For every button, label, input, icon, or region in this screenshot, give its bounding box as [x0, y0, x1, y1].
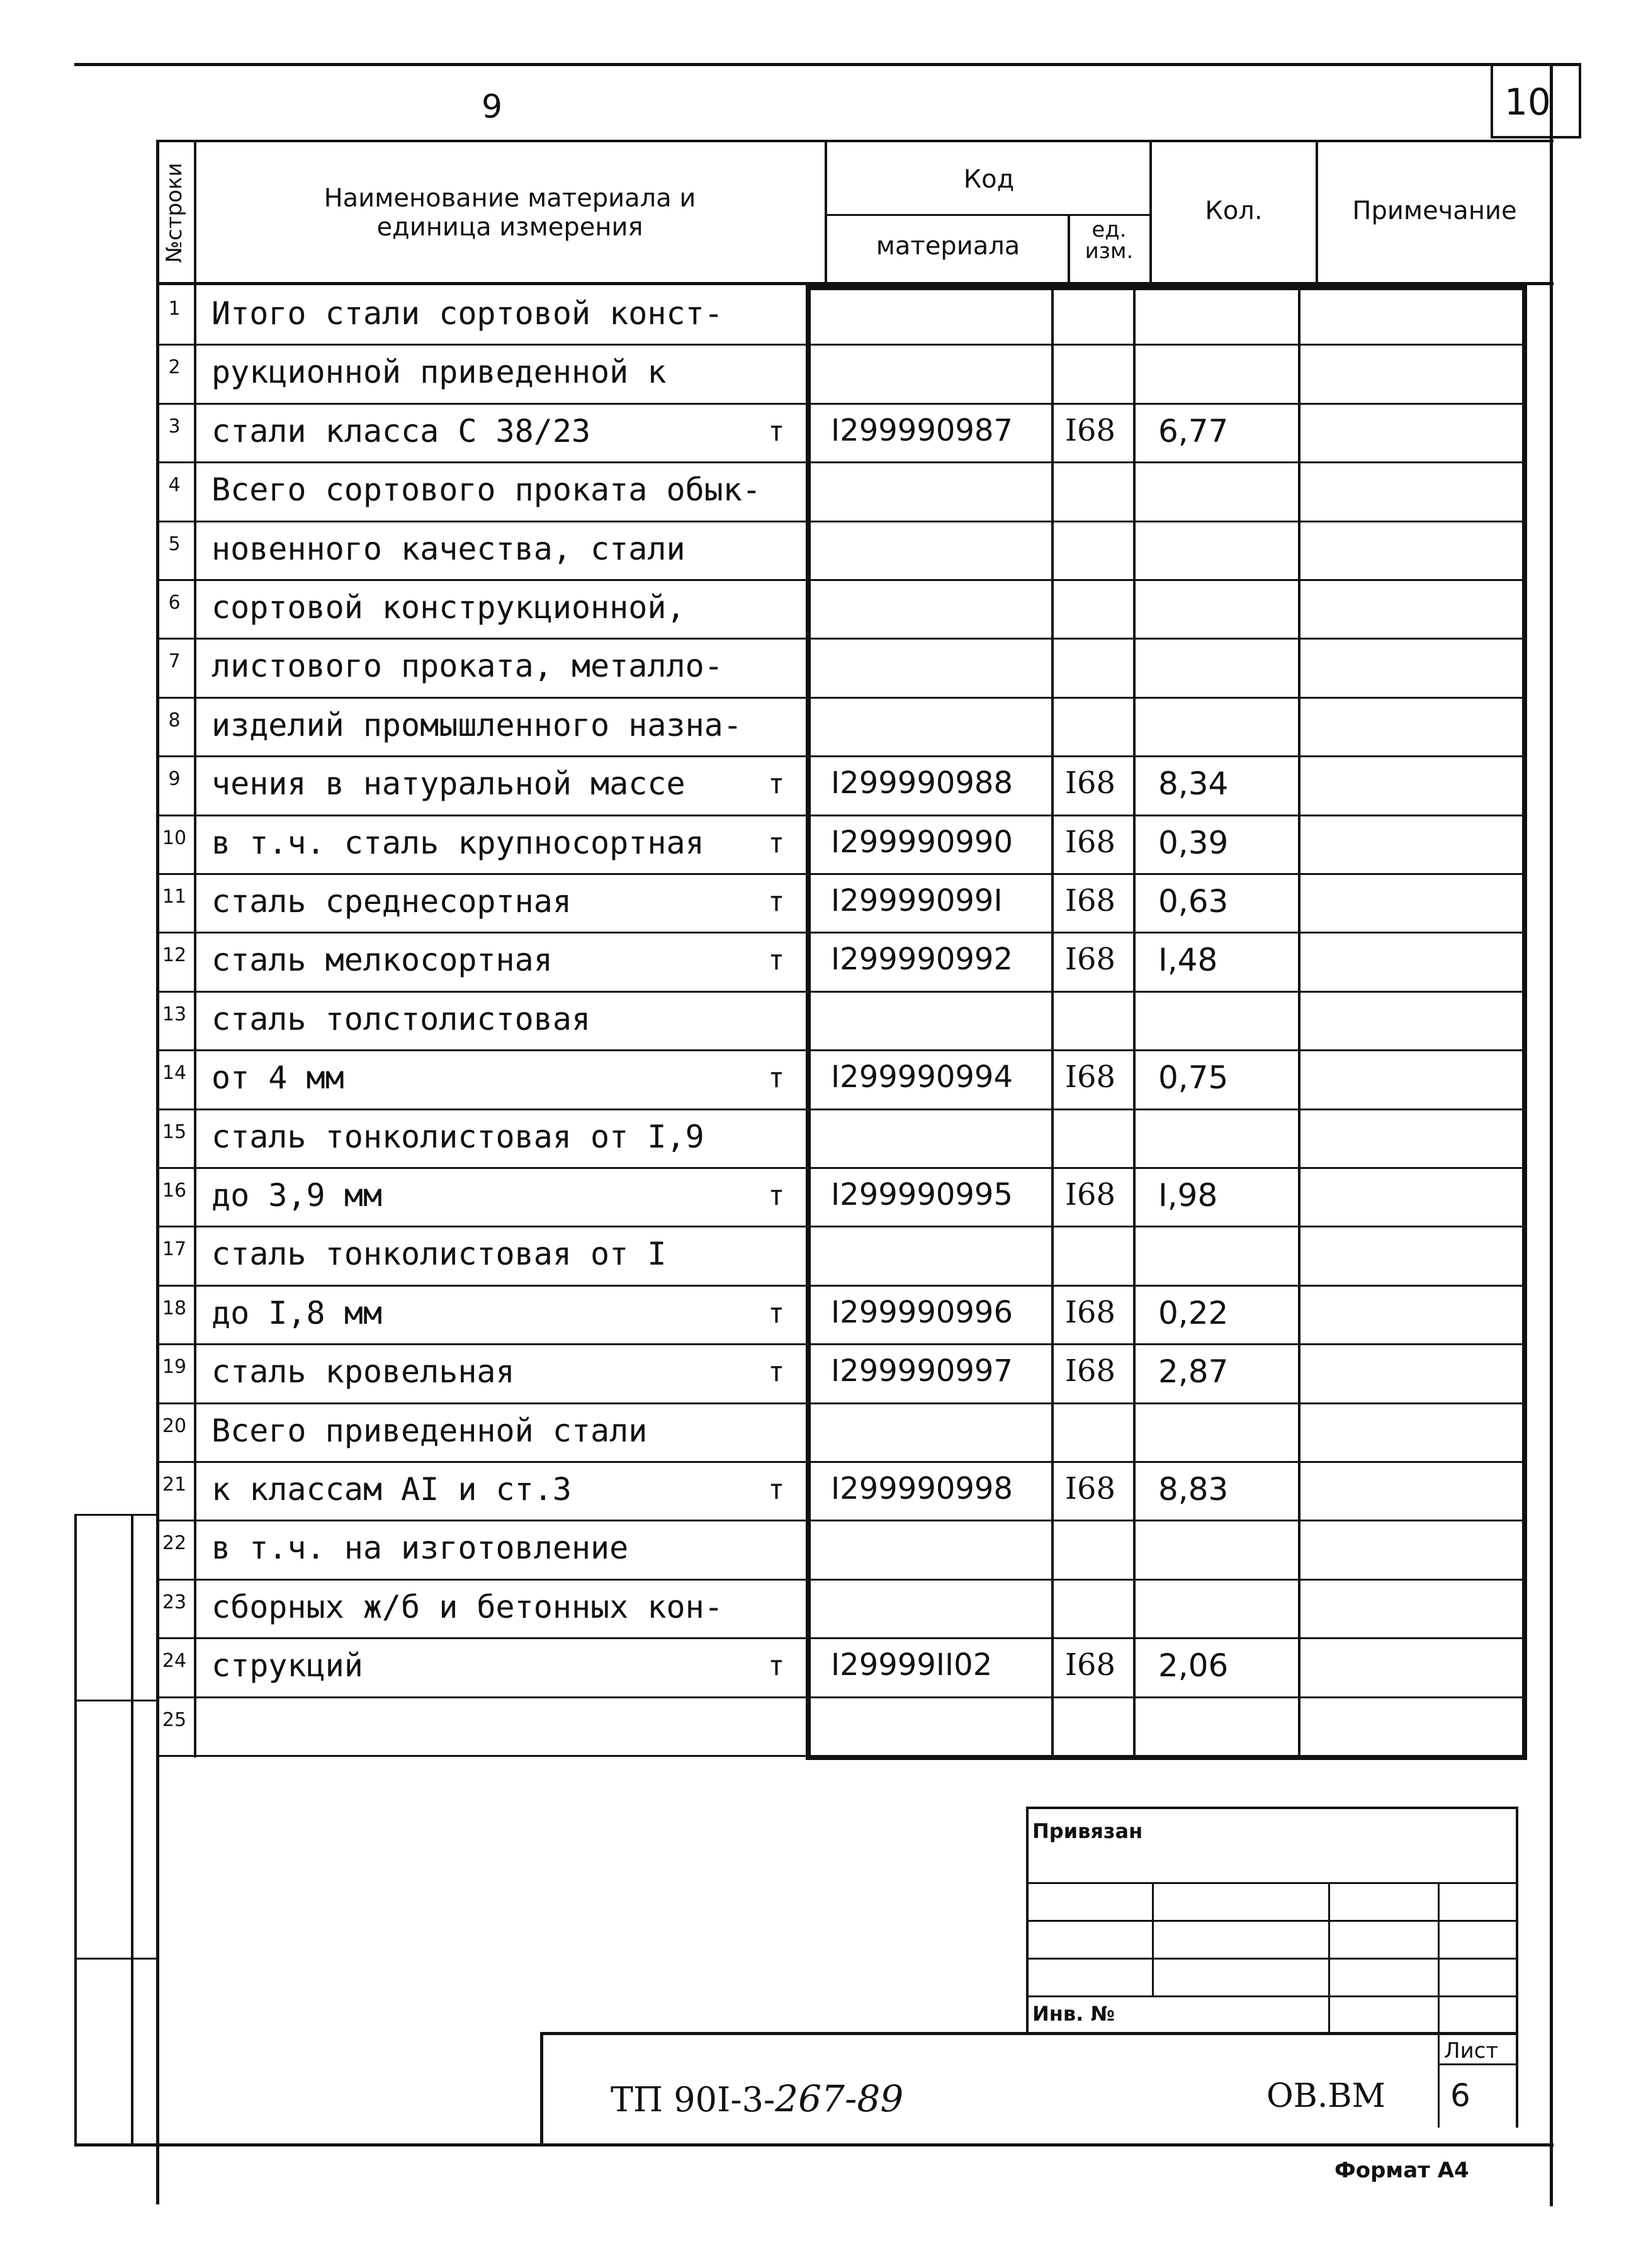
margin-line-outer: [74, 1514, 77, 2147]
row-name: листового проката, металло-: [212, 648, 723, 684]
row-name: в т.ч. сталь крупносортная: [212, 825, 704, 861]
row-number: 8: [168, 709, 181, 731]
stamp-line-1: [1026, 1882, 1517, 1884]
table-bold-top: [806, 285, 1527, 290]
col-line-code: [1051, 285, 1054, 1757]
margin-tick-2: [74, 1700, 159, 1701]
row-unit-code: I68: [1065, 1353, 1116, 1389]
header-code-unit: ед. изм.: [1085, 217, 1134, 264]
row-unit: т: [768, 944, 785, 976]
row-quantity: 0,63: [1158, 883, 1229, 920]
stamp-list-value: 6: [1450, 2077, 1470, 2114]
header-rownum: №строки: [162, 162, 187, 263]
row-unit-code: I68: [1065, 1059, 1116, 1095]
row-number: 7: [168, 650, 181, 672]
title-block-left: [540, 2032, 543, 2145]
page-number-corner: 10: [1504, 81, 1551, 123]
row-unit-code: I68: [1065, 1647, 1116, 1683]
row-unit: т: [768, 1650, 785, 1682]
row-line: [156, 1285, 1522, 1287]
stamp-list-label: Лист: [1444, 2038, 1499, 2063]
page-number-top: 9: [482, 88, 503, 126]
list-label-line: [1438, 2063, 1518, 2065]
row-name: чения в натуральной массе: [212, 765, 685, 802]
doc-code: [611, 2077, 903, 2120]
row-name: сталь мелкосортная: [212, 942, 553, 978]
row-code: I299990988: [831, 765, 1013, 801]
row-number: 22: [162, 1532, 187, 1554]
row-unit: т: [768, 415, 785, 448]
row-line: [156, 815, 1522, 816]
row-unit-code: I68: [1065, 883, 1116, 918]
row-line: [156, 521, 1522, 522]
row-quantity: I,48: [1158, 942, 1218, 978]
row-unit-code: I68: [1065, 1471, 1116, 1506]
row-number: 19: [162, 1356, 187, 1378]
row-quantity: 8,83: [1158, 1471, 1229, 1508]
stamp-line-2: [1026, 1920, 1517, 1922]
header-quantity: Кол.: [1205, 196, 1263, 225]
row-line: [156, 1109, 1522, 1110]
row-name: к классам АI и ст.3: [212, 1471, 572, 1508]
row-unit: т: [768, 768, 785, 800]
row-line: [156, 1402, 1522, 1404]
row-line: [156, 1461, 1522, 1463]
row-name: Итого стали сортовой конст-: [212, 295, 723, 332]
row-unit: т: [768, 1356, 785, 1388]
row-line: [156, 1579, 1522, 1581]
row-quantity: 0,22: [1158, 1295, 1229, 1331]
row-line: [156, 1696, 1522, 1698]
stamp-right: [1516, 1807, 1518, 2128]
row-code: I299990998: [831, 1471, 1013, 1506]
row-line: [156, 1167, 1522, 1169]
row-code: I29999099I: [831, 883, 1003, 918]
row-number: 23: [162, 1591, 187, 1613]
row-number: 18: [162, 1297, 187, 1319]
row-quantity: 2,87: [1158, 1353, 1229, 1390]
top-border: [74, 63, 1579, 66]
row-quantity: I,98: [1158, 1177, 1218, 1214]
row-unit: т: [768, 1474, 785, 1506]
row-name: сборных ж/б и бетонных кон-: [212, 1589, 723, 1625]
row-number: 9: [168, 768, 181, 790]
row-line: [156, 932, 1522, 934]
row-name: сталь толстолистовая: [212, 1001, 591, 1037]
doc-code-handwritten: 267-89: [775, 2077, 904, 2120]
row-line: [156, 638, 1522, 640]
header-name: Наименование материала и единица измерения: [324, 184, 696, 242]
row-quantity: 2,06: [1158, 1647, 1229, 1684]
bottom-border: [74, 2143, 1554, 2147]
row-unit: т: [768, 827, 785, 859]
col-line-name: [806, 285, 811, 1757]
row-line: [156, 1049, 1522, 1051]
header-code-material: материала: [876, 232, 1020, 261]
row-name: сталь кровельная: [212, 1353, 515, 1390]
header-note: Примечание: [1352, 196, 1517, 225]
row-unit-code: I68: [1065, 942, 1116, 977]
table-bold-bottom: [806, 1755, 1527, 1760]
row-name: стали класса С 38/23: [212, 413, 591, 449]
outer-right-edge: [1579, 63, 1581, 138]
stamp-line-3: [1026, 1958, 1517, 1960]
row-name: от 4 мм: [212, 1059, 344, 1096]
row-code: I299990994: [831, 1059, 1013, 1095]
stamp-line-4: [1026, 1995, 1517, 1997]
row-line: [156, 755, 1522, 757]
row-line: [156, 579, 1522, 581]
title-block-top: [540, 2032, 1517, 2035]
row-line: [156, 1520, 1522, 1521]
row-number: 5: [168, 533, 181, 555]
row-number: 14: [162, 1062, 187, 1084]
row-unit: т: [768, 886, 785, 918]
row-number: 25: [162, 1709, 187, 1731]
stamp-privyazan: Привязан: [1032, 1819, 1143, 1843]
header-col-code-left: [825, 140, 827, 285]
row-line: [156, 991, 1522, 993]
header-code: Код: [963, 165, 1015, 194]
row-number: 20: [162, 1415, 187, 1437]
row-line: [156, 697, 1522, 699]
row-number: 16: [162, 1180, 187, 1202]
row-number: 13: [162, 1003, 187, 1025]
row-name: до I,8 мм: [212, 1295, 382, 1331]
margin-line-inner: [131, 1514, 133, 2147]
corner-box-bottom: [1491, 136, 1579, 138]
row-quantity: 0,75: [1158, 1059, 1229, 1096]
stamp-inv-no: Инв. №: [1032, 2002, 1115, 2026]
row-name: изделий промышленного назна-: [212, 707, 742, 743]
row-name: Всего приведенной стали: [212, 1413, 648, 1449]
row-line: [156, 461, 1522, 463]
stamp-col-2: [1328, 1882, 1330, 2033]
row-line: [156, 1226, 1522, 1227]
row-name: сталь тонколистовая от I: [212, 1236, 667, 1272]
col-line-qty: [1298, 285, 1300, 1757]
row-number: 17: [162, 1238, 187, 1260]
row-code: I299990996: [831, 1295, 1013, 1330]
stamp-col-3: [1438, 1882, 1440, 2128]
stamp-col-1: [1152, 1882, 1154, 1995]
row-number: 4: [168, 474, 181, 496]
row-quantity: 6,77: [1158, 413, 1229, 449]
row-unit: т: [768, 1297, 785, 1329]
row-name: Всего сортового проката обык-: [212, 471, 761, 508]
row-line: [156, 1343, 1522, 1345]
row-line: [156, 403, 1522, 405]
row-unit-code: I68: [1065, 1295, 1116, 1330]
row-quantity: 0,39: [1158, 825, 1229, 861]
col-line-note: [1522, 285, 1527, 1757]
row-number: 11: [162, 886, 187, 908]
row-number: 15: [162, 1121, 187, 1143]
corner-box-left: [1491, 63, 1493, 138]
right-border: [1550, 63, 1553, 2206]
row-number: 10: [162, 827, 187, 849]
header-top-line: [156, 140, 1554, 142]
row-line: [156, 344, 1522, 346]
row-code: I299990992: [831, 942, 1013, 977]
row-name: в т.ч. на изготовление: [212, 1530, 629, 1566]
left-border: [156, 140, 159, 2204]
doc-suffix: ОВ.ВМ: [1266, 2077, 1385, 2115]
doc-code-printed: ТП 90I-3-: [611, 2080, 776, 2119]
row-line: [156, 1637, 1522, 1639]
row-number: 1: [168, 298, 181, 320]
row-unit: т: [768, 1062, 785, 1094]
margin-tick-3: [74, 1958, 159, 1960]
row-unit-code: I68: [1065, 765, 1116, 801]
row-number: 24: [162, 1650, 187, 1672]
margin-tick-1: [74, 1514, 159, 1516]
row-number: 21: [162, 1474, 187, 1496]
row-code: I299990997: [831, 1353, 1013, 1389]
row-number: 3: [168, 415, 181, 437]
row-name: рукционной приведенной к: [212, 354, 667, 390]
row-number: 12: [162, 944, 187, 966]
row-code: I29999II02: [831, 1647, 993, 1683]
row-unit-code: I68: [1065, 825, 1116, 860]
col-line-unit: [1133, 285, 1136, 1757]
row-code: I299990990: [831, 825, 1013, 860]
row-name: до 3,9 мм: [212, 1177, 382, 1214]
row-code: I299990987: [831, 413, 1013, 448]
row-unit-code: I68: [1065, 413, 1116, 448]
row-line: [156, 873, 1522, 875]
row-quantity: 8,34: [1158, 765, 1229, 802]
row-unit: т: [768, 1180, 785, 1212]
row-name: сталь среднесортная: [212, 883, 572, 920]
row-number: 2: [168, 356, 181, 378]
stamp-outer-top: [1026, 1807, 1517, 1809]
row-name: сталь тонколистовая от I,9: [212, 1119, 704, 1155]
row-number: 6: [168, 592, 181, 614]
header-col-rownum: [194, 140, 196, 1757]
row-name: сортовой конструкционной,: [212, 589, 685, 626]
row-name: новенного качества, стали: [212, 531, 685, 567]
row-unit-code: I68: [1065, 1177, 1116, 1212]
row-name: струкций: [212, 1647, 363, 1684]
header-code-split: [825, 214, 1152, 216]
format-label: Формат А4: [1334, 2158, 1469, 2183]
row-code: I299990995: [831, 1177, 1013, 1212]
